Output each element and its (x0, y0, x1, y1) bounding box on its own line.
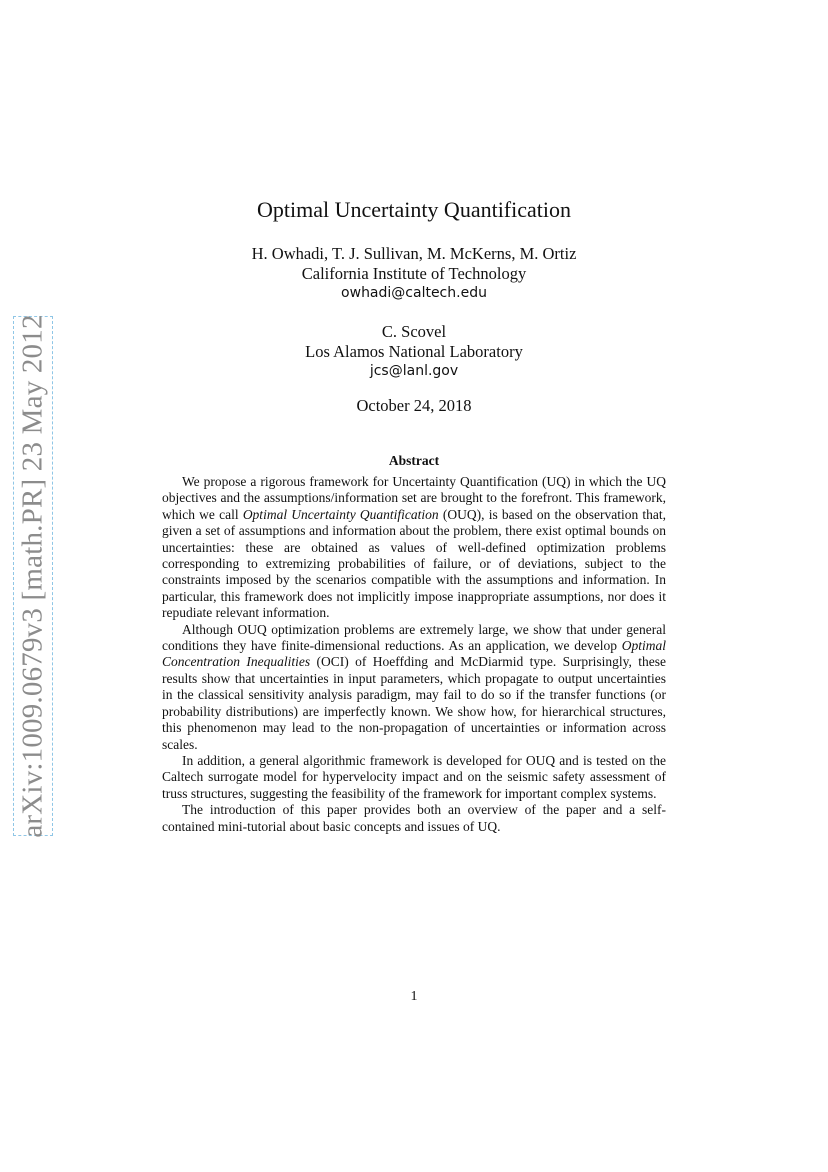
affiliation-2: Los Alamos National Laboratory (305, 342, 523, 361)
arxiv-stamp-text: arXiv:1009.0679v3 [math.PR] 23 May 2012 (16, 314, 49, 838)
abstract-heading: Abstract (388, 453, 440, 468)
paper-title: Optimal Uncertainty Quantification (256, 197, 571, 222)
author-names-2: C. Scovel (381, 322, 447, 341)
email-1: owhadi@caltech.edu (341, 285, 487, 301)
abstract-paragraph-2: Although OUQ optimization problems are extremely large, we show that under general conditions they have finite-dimensional reductions. As an application, we develop Optimal Concentration Inequalities (OCI) of Hoeffding and McDiarmid type. Surprisingly, these results show that uncertainties in input parameters, which propagate to output uncertainties in the classical sensitivity analysis paradigm, may fail to do so if the transfer functions (or probability distributions) are imperfectly known. We show how, for hierarchical structures, this phenomenon may lead to the non-propagation of uncertainties or information across scales. (162, 621, 667, 752)
abstract-paragraph-3: In addition, a general algorithmic framework is developed for OUQ and is tested on the Caltech surrogate model for hypervelocity impact and on the seismic safety assessment of truss structures, suggesting the feasibility of the framework for important complex systems. (162, 752, 666, 801)
paper-date: October 24, 2018 (356, 396, 472, 415)
abstract-paragraph-1: We propose a rigorous framework for Uncertainty Quantification (UQ) in which the UQ objectives and the assumptions/information set are brought to the forefront. This framework, which we call Optimal Uncertainty Quantification (OUQ), is based on the observation that, given a set of assumptions and information about the problem, there exist optimal bounds on uncertainties: these are obtained as values of well-defined optimization problems corresponding to extremizing probabilities of failure, or of deviations, subject to the constraints imposed by the scenarios compatible with the assumptions and information. In particular, this framework does not implicitly impose inappropriate assumptions, nor does it repudiate relevant information. (162, 474, 667, 621)
affiliation-1: California Institute of Technology (301, 264, 527, 283)
author-names-1: H. Owhadi, T. J. Sullivan, M. McKerns, M. Ortiz (251, 244, 577, 263)
arxiv-stamp (13, 316, 53, 836)
abstract-body (162, 474, 666, 835)
page-number: 1 (410, 989, 418, 1004)
abstract-paragraph-4: The introduction of this paper provides both an overview of the paper and a self-contained mini-tutorial about basic concepts and issues of UQ. (162, 802, 666, 834)
email-2: jcs@lanl.gov (369, 363, 459, 379)
